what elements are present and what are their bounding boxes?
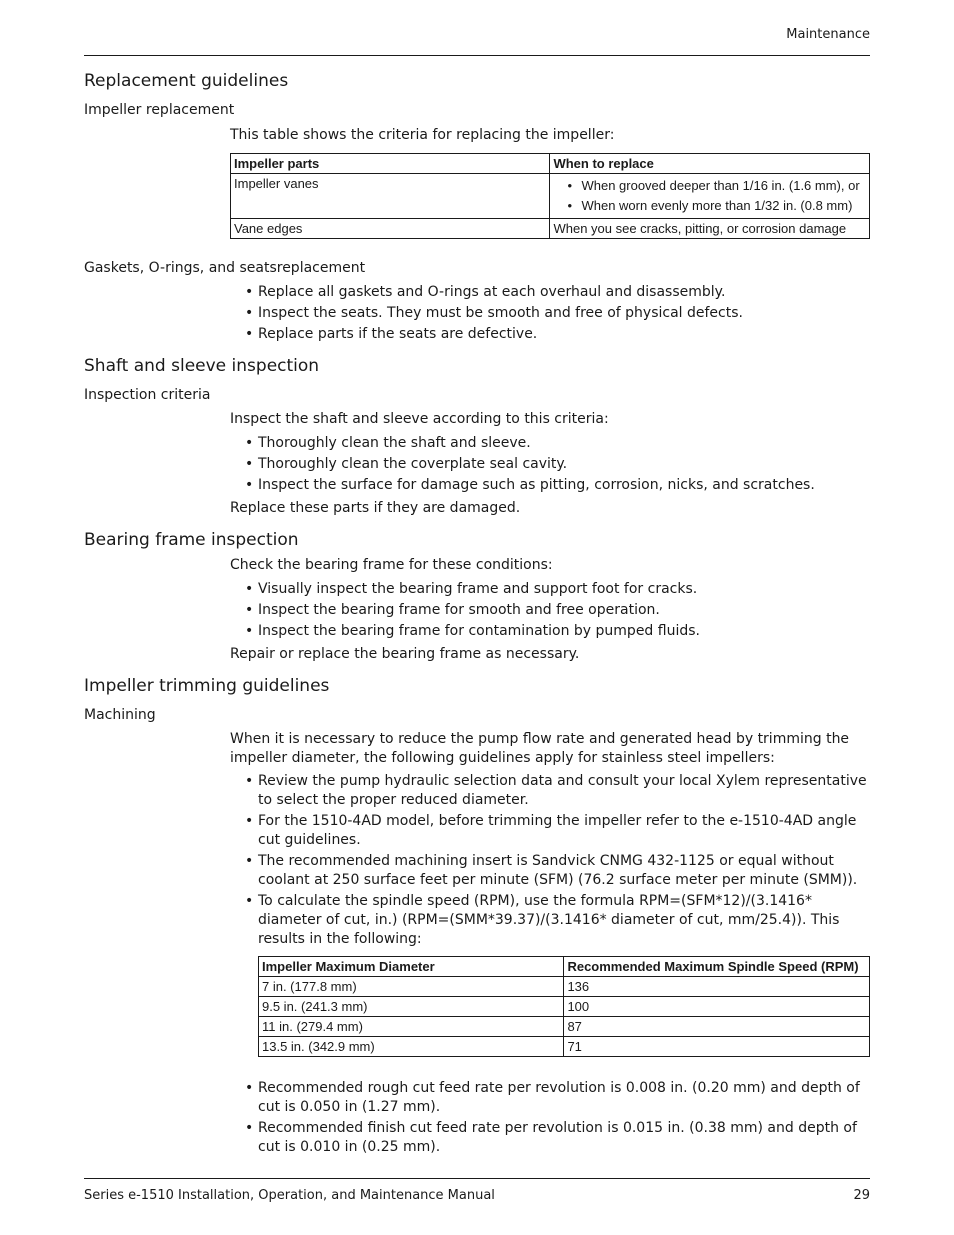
criteria-item: • When grooved deeper than 1/16 in. (1.6 mm), or (553, 176, 866, 196)
list-item: • To calculate the spindle speed (RPM), use the formula RPM=(SFM*12)/(3.1416* diameter of cut, in.) (RPM=(SMM*39.37)/(3.1416* diameter of cut, mm/25.4)). This results in the following: (230, 892, 870, 949)
list-item: • Thoroughly clean the coverplate seal cavity. (230, 455, 870, 474)
feed-rate-bullet-list (230, 1079, 870, 1157)
impeller-table-intro: This table shows the criteria for replacing the impeller: (230, 127, 615, 143)
list-item: • Recommended finish cut feed rate per revolution is 0.015 in. (0.38 mm) and depth of cut is 0.010 in (0.25 mm). (230, 1119, 870, 1157)
list-item: • Inspect the surface for damage such as pitting, corrosion, nicks, and scratches. (230, 476, 870, 495)
list-item: • For the 1510-4AD model, before trimming the impeller refer to the e-1510-4AD angle cut guidelines. (230, 812, 870, 850)
column-header: Impeller Maximum Diameter (259, 957, 564, 977)
list-item: • Inspect the seats. They must be smooth and free of physical defects. (230, 304, 870, 323)
table-row (259, 977, 870, 997)
table-row (231, 219, 870, 239)
table-cell: Impeller vanes (231, 174, 550, 219)
table-cell: 87 (564, 1017, 870, 1037)
list-item: • Thoroughly clean the shaft and sleeve. (230, 434, 870, 453)
heading-replacement-guidelines: Replacement guidelines (84, 71, 289, 91)
list-item: • Replace parts if the seats are defective. (230, 325, 870, 344)
table-cell: 71 (564, 1037, 870, 1057)
running-header: Maintenance (786, 27, 870, 42)
list-item: • Replace all gaskets and O-rings at each overhaul and disassembly. (230, 283, 870, 302)
table-row (259, 1037, 870, 1057)
subheading-impeller-replacement: Impeller replacement (84, 102, 235, 118)
column-header: Impeller parts (231, 154, 550, 174)
bearing-bullet-list (230, 580, 870, 641)
heading-shaft-sleeve: Shaft and sleeve inspection (84, 356, 320, 376)
column-header: When to replace (550, 154, 870, 174)
subheading-machining: Machining (84, 707, 156, 723)
criteria-item: • When worn evenly more than 1/32 in. (0.8 mm) (553, 196, 866, 216)
trimming-bullet-list (230, 772, 870, 949)
table-cell: Vane edges (231, 219, 550, 239)
table-cell: When you see cracks, pitting, or corrosion damage (550, 219, 870, 239)
footer-rule (84, 1178, 870, 1179)
column-header: Recommended Maximum Spindle Speed (RPM) (564, 957, 870, 977)
shaft-intro: Inspect the shaft and sleeve according to this criteria: (230, 411, 609, 427)
table-cell: 13.5 in. (342.9 mm) (259, 1037, 564, 1057)
footer-manual-title: Series e-1510 Installation, Operation, and Maintenance Manual (84, 1188, 495, 1203)
list-item: • Recommended rough cut feed rate per revolution is 0.008 in. (0.20 mm) and depth of cut is 0.050 in (1.27 mm). (230, 1079, 870, 1117)
list-item: • Inspect the bearing frame for smooth and free operation. (230, 601, 870, 620)
table-row (259, 997, 870, 1017)
shaft-bullet-list (230, 434, 870, 495)
table-row (231, 174, 870, 219)
page-number: 29 (853, 1188, 870, 1203)
list-item: • Visually inspect the bearing frame and support foot for cracks. (230, 580, 870, 599)
subheading-inspection-criteria: Inspection criteria (84, 387, 211, 403)
shaft-outro: Replace these parts if they are damaged. (230, 500, 521, 516)
heading-bearing-frame: Bearing frame inspection (84, 530, 299, 550)
list-item: • Review the pump hydraulic selection data and consult your local Xylem representative to select the proper reduced diameter. (230, 772, 870, 810)
table-cell: 9.5 in. (241.3 mm) (259, 997, 564, 1017)
table-header-row (259, 957, 870, 977)
trimming-intro: When it is necessary to reduce the pump flow rate and generated head by trimming the impeller diameter, the following guidelines apply for stainless steel impellers: (230, 731, 850, 766)
header-rule (84, 55, 870, 56)
subheading-gaskets: Gaskets, O-rings, and seatsreplacement (84, 260, 366, 276)
list-item: • The recommended machining insert is Sandvick CNMG 432-1125 or equal without coolant at 250 surface feet per minute (SFM) (76.2 surface meter per minute (SMM)). (230, 852, 870, 890)
list-item: • Inspect the bearing frame for contamination by pumped fluids. (230, 622, 870, 641)
table-cell: 136 (564, 977, 870, 997)
table-cell: 100 (564, 997, 870, 1017)
bearing-intro: Check the bearing frame for these conditions: (230, 557, 553, 573)
gaskets-bullet-list (230, 283, 870, 344)
impeller-replacement-table (230, 153, 870, 239)
spindle-speed-table (258, 956, 870, 1057)
table-row (259, 1017, 870, 1037)
table-header-row (231, 154, 870, 174)
table-cell: 11 in. (279.4 mm) (259, 1017, 564, 1037)
table-cell: 7 in. (177.8 mm) (259, 977, 564, 997)
table-cell (550, 174, 870, 219)
bearing-outro: Repair or replace the bearing frame as necessary. (230, 646, 580, 662)
heading-impeller-trimming: Impeller trimming guidelines (84, 676, 330, 696)
